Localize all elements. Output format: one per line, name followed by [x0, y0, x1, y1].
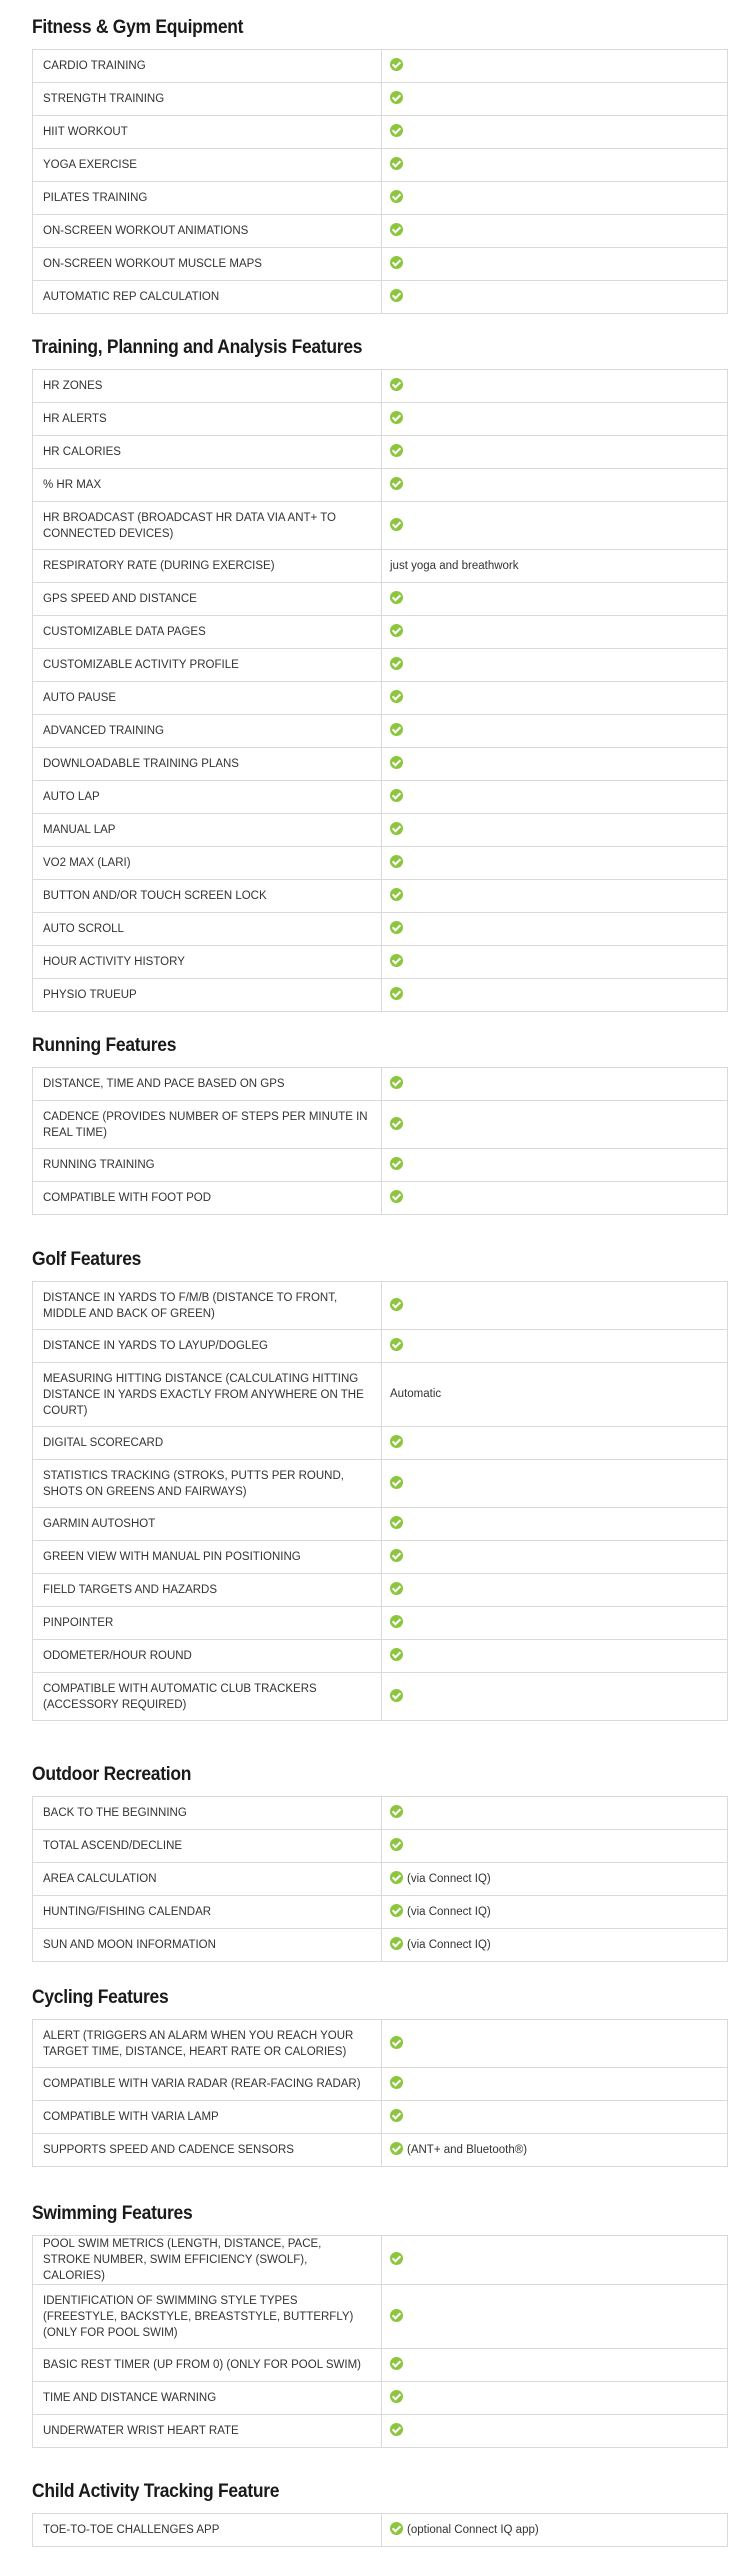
feature-name: ON-SCREEN WORKOUT ANIMATIONS	[33, 215, 382, 248]
table-row	[33, 847, 728, 880]
feature-value	[382, 847, 728, 880]
check-icon	[390, 1937, 403, 1950]
feature-value	[382, 1830, 728, 1863]
feature-value	[382, 1541, 728, 1574]
section-title: Swimming Features	[32, 2203, 193, 2224]
feature-value	[382, 1101, 728, 1149]
table-row	[33, 1541, 728, 1574]
table-row	[33, 1797, 728, 1830]
table-row	[33, 50, 728, 83]
feature-name: CUSTOMIZABLE DATA PAGES	[33, 616, 382, 649]
table-row	[33, 403, 728, 436]
feature-name: DISTANCE IN YARDS TO LAYUP/DOGLEG	[33, 1330, 382, 1363]
table-row	[33, 83, 728, 116]
table-row	[33, 1460, 728, 1508]
feature-name: CUSTOMIZABLE ACTIVITY PROFILE	[33, 649, 382, 682]
feature-name: PINPOINTER	[33, 1607, 382, 1640]
feature-name: TOE-TO-TOE CHALLENGES APP	[33, 2514, 382, 2547]
feature-name: CADENCE (PROVIDES NUMBER OF STEPS PER MINUTE IN REAL TIME)	[33, 1101, 382, 1149]
feature-name: STRENGTH TRAINING	[33, 83, 382, 116]
feature-value	[382, 2514, 728, 2547]
section-title: Child Activity Tracking Feature	[32, 2481, 280, 2502]
table-row	[33, 1330, 728, 1363]
section-fitness-gym-equipment	[32, 14, 728, 314]
check-icon	[390, 888, 403, 901]
feature-value-text: (via Connect IQ)	[407, 1872, 491, 1885]
section-running-features	[32, 1032, 728, 1215]
table-row	[33, 116, 728, 149]
feature-name: AUTO PAUSE	[33, 682, 382, 715]
check-icon	[390, 2522, 403, 2535]
check-icon	[390, 954, 403, 967]
feature-value	[382, 616, 728, 649]
feature-name: AUTO SCROLL	[33, 913, 382, 946]
table-row	[33, 2020, 728, 2068]
feature-table	[32, 2019, 728, 2167]
feature-name: POOL SWIM METRICS (LENGTH, DISTANCE, PACE, STROKE NUMBER, SWIM EFFICIENCY (SWOLF), CALORIES)	[33, 2236, 382, 2285]
feature-value	[382, 781, 728, 814]
check-icon	[390, 378, 403, 391]
feature-name: AUTO LAP	[33, 781, 382, 814]
table-row	[33, 1830, 728, 1863]
feature-value	[382, 50, 728, 83]
check-icon	[390, 411, 403, 424]
feature-name: DISTANCE, TIME AND PACE BASED ON GPS	[33, 1068, 382, 1101]
feature-value	[382, 1282, 728, 1330]
feature-name: UNDERWATER WRIST HEART RATE	[33, 2415, 382, 2448]
table-row	[33, 436, 728, 469]
feature-name: SUPPORTS SPEED AND CADENCE SENSORS	[33, 2134, 382, 2167]
table-row	[33, 1182, 728, 1215]
feature-value	[382, 370, 728, 403]
check-icon	[390, 1582, 403, 1595]
check-icon	[390, 2109, 403, 2122]
section-cycling-features	[32, 1984, 728, 2167]
feature-value	[382, 2415, 728, 2448]
section-swimming-features	[32, 2200, 728, 2448]
check-icon	[390, 1117, 403, 1130]
check-icon	[390, 723, 403, 736]
section-title: Fitness & Gym Equipment	[32, 17, 244, 38]
feature-name: COMPATIBLE WITH FOOT POD	[33, 1182, 382, 1215]
feature-value	[382, 880, 728, 913]
check-icon	[390, 1838, 403, 1851]
check-icon	[390, 190, 403, 203]
table-row	[33, 281, 728, 314]
table-row	[33, 1282, 728, 1330]
feature-name: PILATES TRAINING	[33, 182, 382, 215]
check-icon	[390, 444, 403, 457]
feature-name: DISTANCE IN YARDS TO F/M/B (DISTANCE TO FRONT, MIDDLE AND BACK OF GREEN)	[33, 1282, 382, 1330]
table-row	[33, 1101, 728, 1149]
section-child-activity-tracking-feature	[32, 2478, 728, 2547]
check-icon	[390, 1904, 403, 1917]
table-row	[33, 616, 728, 649]
feature-name: BASIC REST TIMER (UP FROM 0) (ONLY FOR POOL SWIM)	[33, 2349, 382, 2382]
feature-name: BUTTON AND/OR TOUCH SCREEN LOCK	[33, 880, 382, 913]
table-row	[33, 1574, 728, 1607]
feature-name: IDENTIFICATION OF SWIMMING STYLE TYPES (FREESTYLE, BACKSTYLE, BREASTSTYLE, BUTTERFLY) (ONLY FOR POOL SWIM)	[33, 2285, 382, 2349]
feature-table	[32, 1796, 728, 1962]
table-row	[33, 748, 728, 781]
feature-value-text: Automatic	[390, 1388, 442, 1401]
check-icon	[390, 855, 403, 868]
section-title: Running Features	[32, 1035, 177, 1056]
check-icon	[390, 289, 403, 302]
check-icon	[390, 756, 403, 769]
feature-name: AREA CALCULATION	[33, 1863, 382, 1896]
section-outdoor-recreation	[32, 1761, 728, 1962]
feature-name: COMPATIBLE WITH VARIA RADAR (REAR-FACING RADAR)	[33, 2068, 382, 2101]
table-row	[33, 979, 728, 1012]
feature-value	[382, 913, 728, 946]
feature-value	[382, 682, 728, 715]
section-title: Cycling Features	[32, 1987, 169, 2008]
table-row	[33, 1068, 728, 1101]
feature-value	[382, 1863, 728, 1896]
table-row	[33, 1427, 728, 1460]
feature-value	[382, 281, 728, 314]
table-row	[33, 502, 728, 550]
feature-value	[382, 1929, 728, 1962]
check-icon	[390, 124, 403, 137]
feature-name: YOGA EXERCISE	[33, 149, 382, 182]
check-icon	[390, 1190, 403, 1203]
table-row	[33, 1929, 728, 1962]
feature-name: CARDIO TRAINING	[33, 50, 382, 83]
feature-name: HR BROADCAST (BROADCAST HR DATA VIA ANT+ TO CONNECTED DEVICES)	[33, 502, 382, 550]
feature-value	[382, 116, 728, 149]
table-row	[33, 1896, 728, 1929]
check-icon	[390, 1689, 403, 1702]
check-icon	[390, 2036, 403, 2049]
feature-value	[382, 2236, 728, 2285]
check-icon	[390, 822, 403, 835]
feature-name: HIIT WORKOUT	[33, 116, 382, 149]
feature-value	[382, 83, 728, 116]
check-icon	[390, 1435, 403, 1448]
feature-value	[382, 2020, 728, 2068]
table-row	[33, 182, 728, 215]
check-icon	[390, 223, 403, 236]
feature-value	[382, 1797, 728, 1830]
feature-value	[382, 1607, 728, 1640]
feature-value	[382, 1182, 728, 1215]
feature-value	[382, 1673, 728, 1721]
feature-value	[382, 215, 728, 248]
table-row	[33, 2514, 728, 2547]
feature-value-text: (via Connect IQ)	[407, 1905, 491, 1918]
feature-name: DIGITAL SCORECARD	[33, 1427, 382, 1460]
check-icon	[390, 518, 403, 531]
feature-name: STATISTICS TRACKING (STROKS, PUTTS PER ROUND, SHOTS ON GREENS AND FAIRWAYS)	[33, 1460, 382, 1508]
feature-value	[382, 403, 728, 436]
table-row	[33, 781, 728, 814]
feature-name: BACK TO THE BEGINNING	[33, 1797, 382, 1830]
feature-value	[382, 649, 728, 682]
feature-name: RESPIRATORY RATE (DURING EXERCISE)	[33, 550, 382, 583]
table-row	[33, 550, 728, 583]
feature-value	[382, 248, 728, 281]
feature-value	[382, 2349, 728, 2382]
feature-name: PHYSIO TRUEUP	[33, 979, 382, 1012]
feature-name: TOTAL ASCEND/DECLINE	[33, 1830, 382, 1863]
feature-value	[382, 814, 728, 847]
feature-value	[382, 182, 728, 215]
feature-name: HUNTING/FISHING CALENDAR	[33, 1896, 382, 1929]
feature-value-text: just yoga and breathwork	[390, 559, 519, 572]
table-row	[33, 913, 728, 946]
feature-name: TIME AND DISTANCE WARNING	[33, 2382, 382, 2415]
feature-name: MEASURING HITTING DISTANCE (CALCULATING HITTING DISTANCE IN YARDS EXACTLY FROM ANYWHERE ON THE COURT)	[33, 1363, 382, 1427]
feature-table	[32, 369, 728, 1012]
feature-table	[32, 1067, 728, 1215]
feature-name: SUN AND MOON INFORMATION	[33, 1929, 382, 1962]
feature-value	[382, 1330, 728, 1363]
feature-value	[382, 1640, 728, 1673]
feature-table	[32, 2513, 728, 2547]
table-row	[33, 1640, 728, 1673]
feature-value	[382, 2382, 728, 2415]
check-icon	[390, 1516, 403, 1529]
check-icon	[390, 657, 403, 670]
section-title: Golf Features	[32, 1249, 142, 1270]
feature-name: MANUAL LAP	[33, 814, 382, 847]
feature-table	[32, 2235, 728, 2448]
feature-value	[382, 583, 728, 616]
check-icon	[390, 2309, 403, 2322]
table-row	[33, 2134, 728, 2167]
feature-value	[382, 1068, 728, 1101]
table-row	[33, 2068, 728, 2101]
table-row	[33, 682, 728, 715]
feature-name: COMPATIBLE WITH AUTOMATIC CLUB TRACKERS (ACCESSORY REQUIRED)	[33, 1673, 382, 1721]
table-row	[33, 1673, 728, 1721]
table-row	[33, 1508, 728, 1541]
table-row	[33, 469, 728, 502]
feature-table	[32, 49, 728, 314]
table-row	[33, 649, 728, 682]
check-icon	[390, 477, 403, 490]
feature-value	[382, 2068, 728, 2101]
feature-value-text: (via Connect IQ)	[407, 1938, 491, 1951]
feature-value	[382, 1896, 728, 1929]
feature-value	[382, 1460, 728, 1508]
check-icon	[390, 1805, 403, 1818]
table-row	[33, 215, 728, 248]
check-icon	[390, 1076, 403, 1089]
feature-name: VO2 MAX (LARI)	[33, 847, 382, 880]
check-icon	[390, 157, 403, 170]
table-row	[33, 946, 728, 979]
feature-name: DOWNLOADABLE TRAINING PLANS	[33, 748, 382, 781]
check-icon	[390, 690, 403, 703]
check-icon	[390, 2142, 403, 2155]
check-icon	[390, 1615, 403, 1628]
section-title: Training, Planning and Analysis Features	[32, 337, 363, 358]
check-icon	[390, 1157, 403, 1170]
section-title: Outdoor Recreation	[32, 1764, 192, 1785]
feature-value	[382, 2134, 728, 2167]
table-row	[33, 715, 728, 748]
check-icon	[390, 921, 403, 934]
feature-value	[382, 436, 728, 469]
feature-name: AUTOMATIC REP CALCULATION	[33, 281, 382, 314]
table-row	[33, 2415, 728, 2448]
check-icon	[390, 1338, 403, 1351]
table-row	[33, 149, 728, 182]
check-icon	[390, 624, 403, 637]
check-icon	[390, 1871, 403, 1884]
feature-value	[382, 2285, 728, 2349]
check-icon	[390, 2423, 403, 2436]
table-row	[33, 2382, 728, 2415]
feature-name: ON-SCREEN WORKOUT MUSCLE MAPS	[33, 248, 382, 281]
table-row	[33, 248, 728, 281]
feature-name: HR ZONES	[33, 370, 382, 403]
section-golf-features	[32, 1246, 728, 1721]
check-icon	[390, 2390, 403, 2403]
feature-value	[382, 149, 728, 182]
feature-name: % HR MAX	[33, 469, 382, 502]
feature-value	[382, 1149, 728, 1182]
check-icon	[390, 789, 403, 802]
check-icon	[390, 256, 403, 269]
feature-value	[382, 1574, 728, 1607]
feature-value	[382, 2101, 728, 2134]
feature-name: COMPATIBLE WITH VARIA LAMP	[33, 2101, 382, 2134]
feature-name: GARMIN AUTOSHOT	[33, 1508, 382, 1541]
check-icon	[390, 591, 403, 604]
feature-table	[32, 1281, 728, 1721]
feature-value	[382, 946, 728, 979]
feature-value	[382, 1363, 728, 1427]
check-icon	[390, 1648, 403, 1661]
check-icon	[390, 987, 403, 1000]
table-row	[33, 880, 728, 913]
table-row	[33, 1149, 728, 1182]
table-row	[33, 2285, 728, 2349]
check-icon	[390, 2357, 403, 2370]
feature-name: HOUR ACTIVITY HISTORY	[33, 946, 382, 979]
section-training-planning-and-analysis-features	[32, 334, 728, 1012]
table-row	[33, 583, 728, 616]
feature-name: RUNNING TRAINING	[33, 1149, 382, 1182]
check-icon	[390, 1298, 403, 1311]
check-icon	[390, 58, 403, 71]
feature-value-text: (optional Connect IQ app)	[407, 2523, 539, 2536]
feature-name: ALERT (TRIGGERS AN ALARM WHEN YOU REACH YOUR TARGET TIME, DISTANCE, HEART RATE OR CALORIES)	[33, 2020, 382, 2068]
check-icon	[390, 2252, 403, 2265]
feature-value	[382, 550, 728, 583]
feature-name: GPS SPEED AND DISTANCE	[33, 583, 382, 616]
check-icon	[390, 1476, 403, 1489]
table-row	[33, 2236, 728, 2285]
table-row	[33, 1863, 728, 1896]
table-row	[33, 2101, 728, 2134]
table-row	[33, 1363, 728, 1427]
check-icon	[390, 2076, 403, 2089]
table-row	[33, 2349, 728, 2382]
check-icon	[390, 1549, 403, 1562]
feature-name: FIELD TARGETS AND HAZARDS	[33, 1574, 382, 1607]
feature-name: ODOMETER/HOUR ROUND	[33, 1640, 382, 1673]
table-row	[33, 814, 728, 847]
feature-value-text: (ANT+ and Bluetooth®)	[407, 2143, 528, 2156]
table-row	[33, 1607, 728, 1640]
feature-value	[382, 715, 728, 748]
check-icon	[390, 91, 403, 104]
feature-value	[382, 469, 728, 502]
feature-value	[382, 748, 728, 781]
feature-name: HR ALERTS	[33, 403, 382, 436]
feature-value	[382, 502, 728, 550]
feature-value	[382, 979, 728, 1012]
feature-value	[382, 1427, 728, 1460]
feature-name: GREEN VIEW WITH MANUAL PIN POSITIONING	[33, 1541, 382, 1574]
feature-value	[382, 1508, 728, 1541]
table-row	[33, 370, 728, 403]
feature-name: HR CALORIES	[33, 436, 382, 469]
feature-name: ADVANCED TRAINING	[33, 715, 382, 748]
